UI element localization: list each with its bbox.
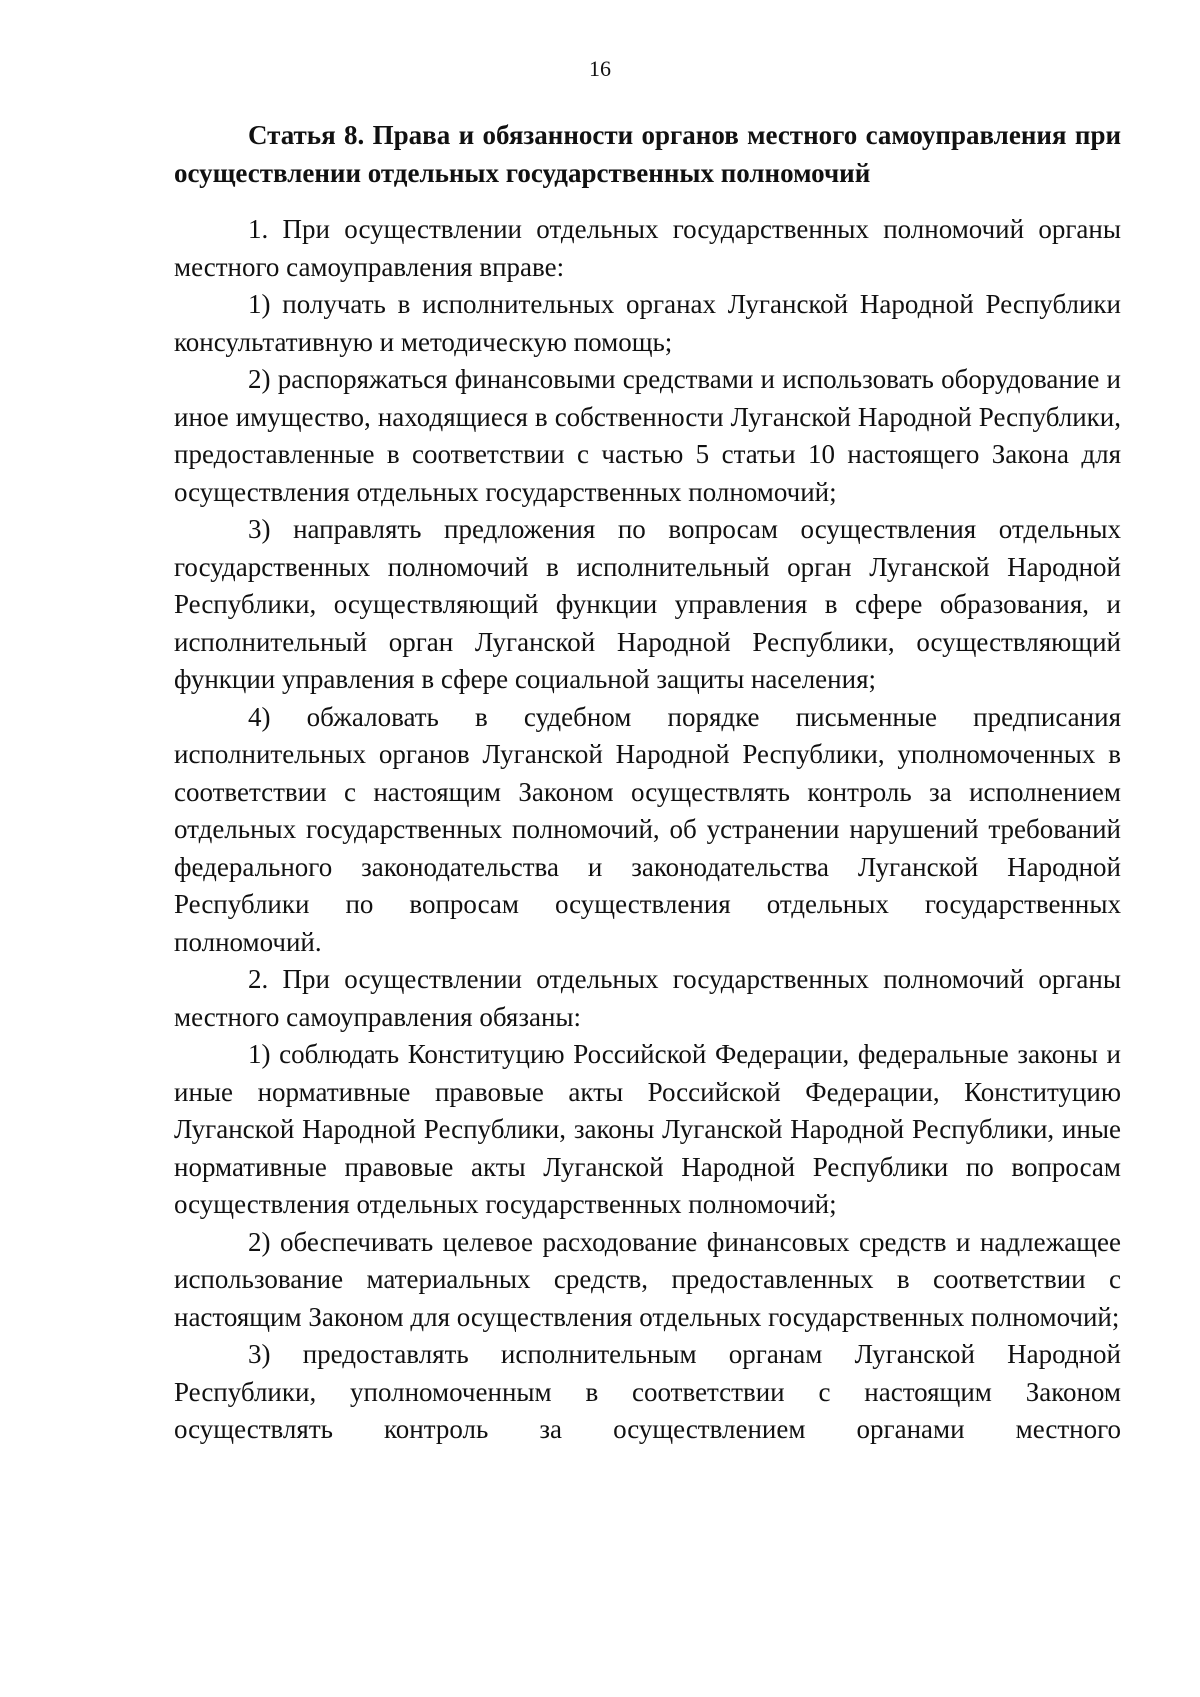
article-heading — [174, 116, 1121, 192]
paragraph: 2) распоряжаться финансовыми средствами и использовать оборудование и иное имущество, находящиеся в собственности Луганской Народной Республики, предоставленные в соответствии с частью 5 статьи 10 настоящего Закона для осуществления отдельных государственных полномочий; — [174, 364, 1121, 507]
paragraph: 3) направлять предложения по вопросам осуществления отдельных государственных полномочий в исполнительный орган Луганской Народной Республики, осуществляющий функции управления в сфере образования, и исполнительный орган Луганской Народной Республики, осуществляющий функции управления в сфере социальной защиты населения; — [174, 514, 1121, 694]
paragraph: 1) получать в исполнительных органах Луганской Народной Республики консультативную и методическую помощь; — [174, 289, 1121, 357]
article-number: Статья 8. — [248, 120, 365, 150]
document-body — [174, 116, 1121, 1449]
paragraph: 1. При осуществлении отдельных государственных полномочий органы местного самоуправления вправе: — [174, 214, 1121, 282]
page-number: 16 — [589, 56, 611, 81]
paragraph: 4) обжаловать в судебном порядке письменные предписания исполнительных органов Луганской Народной Республики, уполномоченных в соответствии с настоящим Законом осуществлять контроль за исполнением отдельных государственных полномочий, об устранении нарушений требований федерального законодательства и законодательства Луганской Народной Республики по вопросам осуществления отдельных государственных полномочий. — [174, 701, 1121, 957]
paragraph: 2. При осуществлении отдельных государственных полномочий органы местного самоуправления обязаны: — [174, 964, 1121, 1032]
paragraph-continued: 3) предоставлять исполнительным органам Луганской Народной Республики, уполномоченным в соответствии с настоящим Законом осуществлять контроль за осуществлением органами местного — [174, 1339, 1121, 1444]
paragraph: 1) соблюдать Конституцию Российской Федерации, федеральные законы и иные нормативные правовые акты Российской Федерации, Конституцию Луганской Народной Республики, законы Луганской Народной Республики, иные нормативные правовые акты Луганской Народной Республики по вопросам осуществления отдельных государственных полномочий; — [174, 1039, 1121, 1219]
paragraph: 2) обеспечивать целевое расходование финансовых средств и надлежащее использование материальных средств, предоставленных в соответствии с настоящим Законом для осуществления отдельных государственных полномочий; — [174, 1226, 1121, 1332]
article-title: Права и обязанности органов местного самоуправления при осуществлении отдельных государственных полномочий — [174, 120, 1122, 188]
